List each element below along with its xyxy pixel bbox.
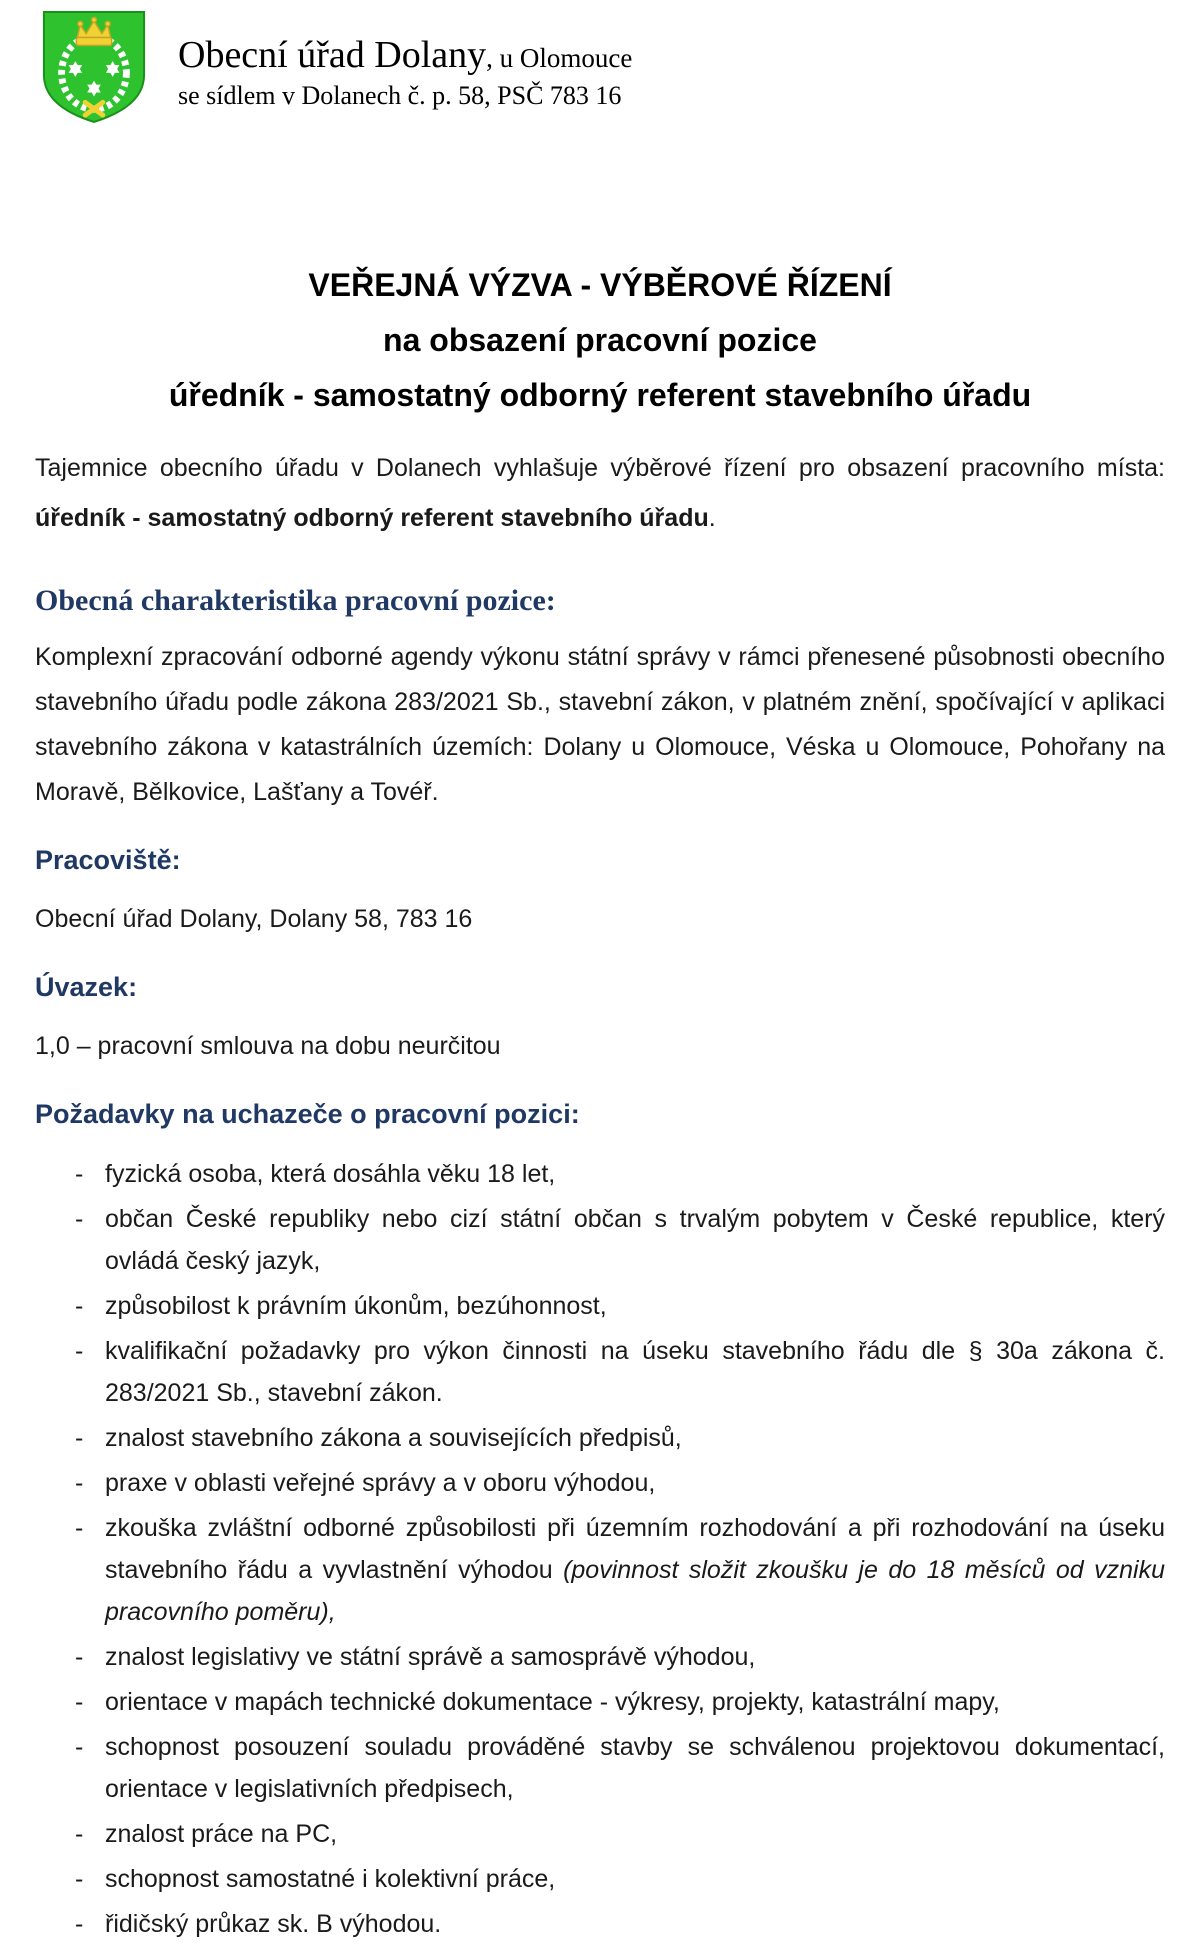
- intro-plain: Tajemnice obecního úřadu v Dolanech vyhlašuje výběrové řízení pro obsazení pracovního místa:: [35, 454, 1165, 482]
- list-item: [35, 1462, 1165, 1504]
- list-item: [35, 1858, 1165, 1900]
- list-item: [35, 1726, 1165, 1810]
- municipal-coat-of-arms: [40, 8, 148, 126]
- intro-period: .: [708, 504, 716, 532]
- characteristics-text: Komplexní zpracování odborné agendy výkonu státní správy v rámci přenesené působnosti obecního stavebního úřadu podle zákona 283/2021 Sb., stavební zákon, v platném znění, spočívající v aplikaci stavebního zákona v katastrálních územích: Dolany u Olomouce, Véska u Olomouce, Pohořany na Moravě, Bělkovice, Lašťany a Tovéř.: [35, 643, 1165, 806]
- bullet-dash: -: [75, 1469, 84, 1497]
- crown-icon: [76, 17, 111, 45]
- requirement-text-italic: (povinnost složit zkoušku je do 18 měsíců od vzniku pracovního poměru),: [105, 1556, 1165, 1626]
- characteristics-heading: Obecná charakteristika pracovní pozice:: [35, 584, 556, 617]
- bullet-dash: -: [75, 1424, 84, 1452]
- requirement-text-plain: zkouška zvláštní odborné způsobilosti při územním rozhodování a při rozhodování na úseku stavebního řádu a vyvlastnění výhodou: [105, 1514, 1165, 1584]
- title-line-1: VEŘEJNÁ VÝZVA - VÝBĚROVÉ ŘÍZENÍ: [308, 267, 892, 303]
- list-item: [35, 1681, 1165, 1723]
- requirements-list: [35, 1153, 1165, 1945]
- title-block: [35, 258, 1165, 423]
- bullet-dash: -: [75, 1643, 84, 1671]
- list-item: [35, 1285, 1165, 1327]
- bullet-dash: -: [75, 1733, 84, 1761]
- bullet-dash: -: [75, 1688, 84, 1716]
- bullet-dash: -: [75, 1865, 84, 1893]
- requirement-text: orientace v mapách technické dokumentace - výkresy, projekty, katastrální mapy,: [105, 1688, 1000, 1716]
- bullet-dash: -: [75, 1820, 84, 1848]
- workplace-text: Obecní úřad Dolany, Dolany 58, 783 16: [35, 905, 473, 933]
- workplace-heading: Pracoviště:: [35, 845, 181, 875]
- bullet-dash: -: [75, 1910, 84, 1938]
- title-line-2: na obsazení pracovní pozice: [383, 322, 817, 358]
- requirement-text: kvalifikační požadavky pro výkon činnosti na úseku stavebního řádu dle § 30a zákona č. 283/2021 Sb., stavební zákon.: [105, 1337, 1165, 1407]
- list-item: [35, 1153, 1165, 1195]
- requirement-text: znalost práce na PC,: [105, 1820, 338, 1848]
- requirement-text: znalost stavebního zákona a souvisejících předpisů,: [105, 1424, 682, 1452]
- bullet-dash: -: [75, 1514, 84, 1542]
- requirement-text: schopnost posouzení souladu prováděné stavby se schválenou projektovou dokumentací, orientace v legislativních předpisech,: [105, 1733, 1165, 1803]
- org-name: Obecní úřad Dolany: [178, 34, 487, 76]
- bullet-dash: -: [75, 1160, 84, 1188]
- requirement-text: fyzická osoba, která dosáhla věku 18 let,: [105, 1160, 556, 1188]
- document-body: [0, 258, 1200, 1945]
- requirement-text: řidičský průkaz sk. B výhodou.: [105, 1910, 442, 1938]
- list-item: [35, 1330, 1165, 1414]
- requirement-text: občan České republiky nebo cizí státní občan s trvalým pobytem v České republice, který ovládá český jazyk,: [105, 1205, 1165, 1275]
- list-item: [35, 1507, 1165, 1633]
- intro-paragraph: [35, 443, 1165, 543]
- title-line-3: úředník - samostatný odborný referent stavebního úřadu: [168, 377, 1032, 413]
- org-name-line: [178, 34, 632, 79]
- contract-text: 1,0 – pracovní smlouva na dobu neurčitou: [35, 1032, 501, 1060]
- requirement-text: znalost legislativy ve státní správě a samosprávě výhodou,: [105, 1643, 756, 1671]
- list-item: [35, 1813, 1165, 1855]
- document-header: [0, 0, 1200, 128]
- list-item: [35, 1636, 1165, 1678]
- coat-of-arms-icon: [40, 8, 148, 126]
- bullet-dash: -: [75, 1205, 84, 1233]
- bullet-dash: -: [75, 1337, 84, 1365]
- list-item: [35, 1198, 1165, 1282]
- bullet-dash: -: [75, 1292, 84, 1320]
- requirement-text: způsobilost k právním úkonům, bezúhonnost,: [105, 1292, 607, 1320]
- org-address: se sídlem v Dolanech č. p. 58, PSČ 783 16: [178, 81, 622, 110]
- list-item: [35, 1417, 1165, 1459]
- org-name-suffix: , u Olomouce: [486, 43, 633, 73]
- org-block: [178, 8, 632, 111]
- contract-heading: Úvazek:: [35, 972, 138, 1002]
- requirement-text: schopnost samostatné i kolektivní práce,: [105, 1865, 556, 1893]
- list-item: [35, 1903, 1165, 1945]
- requirements-heading: Požadavky na uchazeče o pracovní pozici:: [35, 1099, 580, 1129]
- requirement-text: praxe v oblasti veřejné správy a v oboru výhodou,: [105, 1469, 656, 1497]
- intro-bold-position: úředník - samostatný odborný referent stavebního úřadu: [35, 504, 709, 532]
